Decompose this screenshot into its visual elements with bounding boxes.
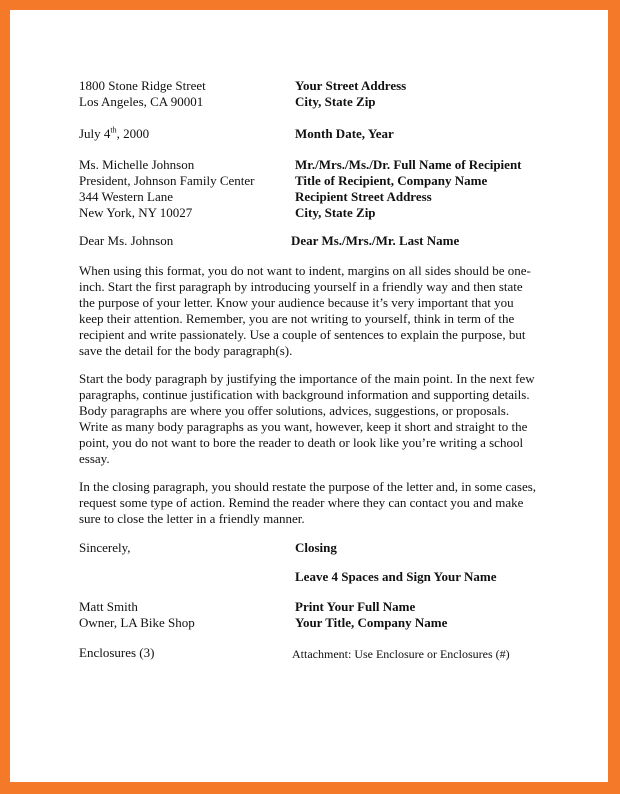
recipient-title-hint: Title of Recipient, Company Name [295, 173, 488, 188]
date-year: , 2000 [116, 126, 150, 141]
body-paragraph-1: When using this format, you do not want to indent, margins on all sides should be one-inch. Start the first paragraph by introducing yourself in a friendly way and then state the purpose of your letter. Know your audience because it’s very important that you keep their attention. Remember, you are not writing to yourself, think in term of the recipient and write passionately. Use a couple of sentences to explain the purpose, but save the detail for the body paragraph(s). [79, 263, 531, 358]
signer-title-hint: Your Title, Company Name [295, 615, 448, 630]
recipient-city: New York, NY 10027 [79, 205, 193, 220]
recipient-city-hint: City, State Zip [295, 205, 376, 220]
signer-name: Matt Smith [79, 599, 138, 614]
body-paragraph-3: In the closing paragraph, you should restate the purpose of the letter and, in some cases, request some type of action. Remind the reader where they can contact you and make sure to close the letter in a friendly manner. [79, 479, 537, 526]
sender-city: Los Angeles, CA 90001 [79, 94, 204, 109]
signer-title: Owner, LA Bike Shop [79, 615, 195, 630]
recipient-street: 344 Western Lane [79, 189, 174, 204]
sender-street: 1800 Stone Ridge Street [79, 78, 206, 93]
date-hint: Month Date, Year [295, 126, 394, 141]
recipient-title: President, Johnson Family Center [79, 173, 255, 188]
letter-date [79, 126, 149, 142]
recipient-name-hint: Mr./Mrs./Ms./Dr. Full Name of Recipient [295, 157, 522, 172]
salutation: Dear Ms. Johnson [79, 233, 174, 248]
recipient-street-hint: Recipient Street Address [295, 189, 432, 204]
date-suffix: th [110, 125, 117, 135]
sender-street-hint: Your Street Address [295, 78, 407, 93]
signer-name-hint: Print Your Full Name [295, 599, 416, 614]
recipient-name: Ms. Michelle Johnson [79, 157, 195, 172]
sender-city-hint: City, State Zip [295, 94, 376, 109]
date-prefix: July 4 [79, 126, 111, 141]
closing: Sincerely, [79, 540, 131, 555]
body-paragraph-2: Start the body paragraph by justifying the importance of the main point. In the next few paragraphs, continue justification with background information and supporting details. Body paragraphs are where you offer solutions, advices, suggestions, or proposals. Write as many body paragraphs as you want, however, keep it short and straight to the point, you do not want to bore the reader to death or look like you’re writing a school essay. [79, 371, 535, 466]
salutation-hint: Dear Ms./Mrs./Mr. Last Name [291, 233, 460, 248]
letter-page [10, 10, 608, 782]
enclosure: Enclosures (3) [79, 645, 155, 660]
enclosure-hint: Attachment: Use Enclosure or Enclosures (#) [292, 647, 510, 661]
signature-hint: Leave 4 Spaces and Sign Your Name [295, 569, 497, 584]
closing-hint: Closing [295, 540, 337, 555]
